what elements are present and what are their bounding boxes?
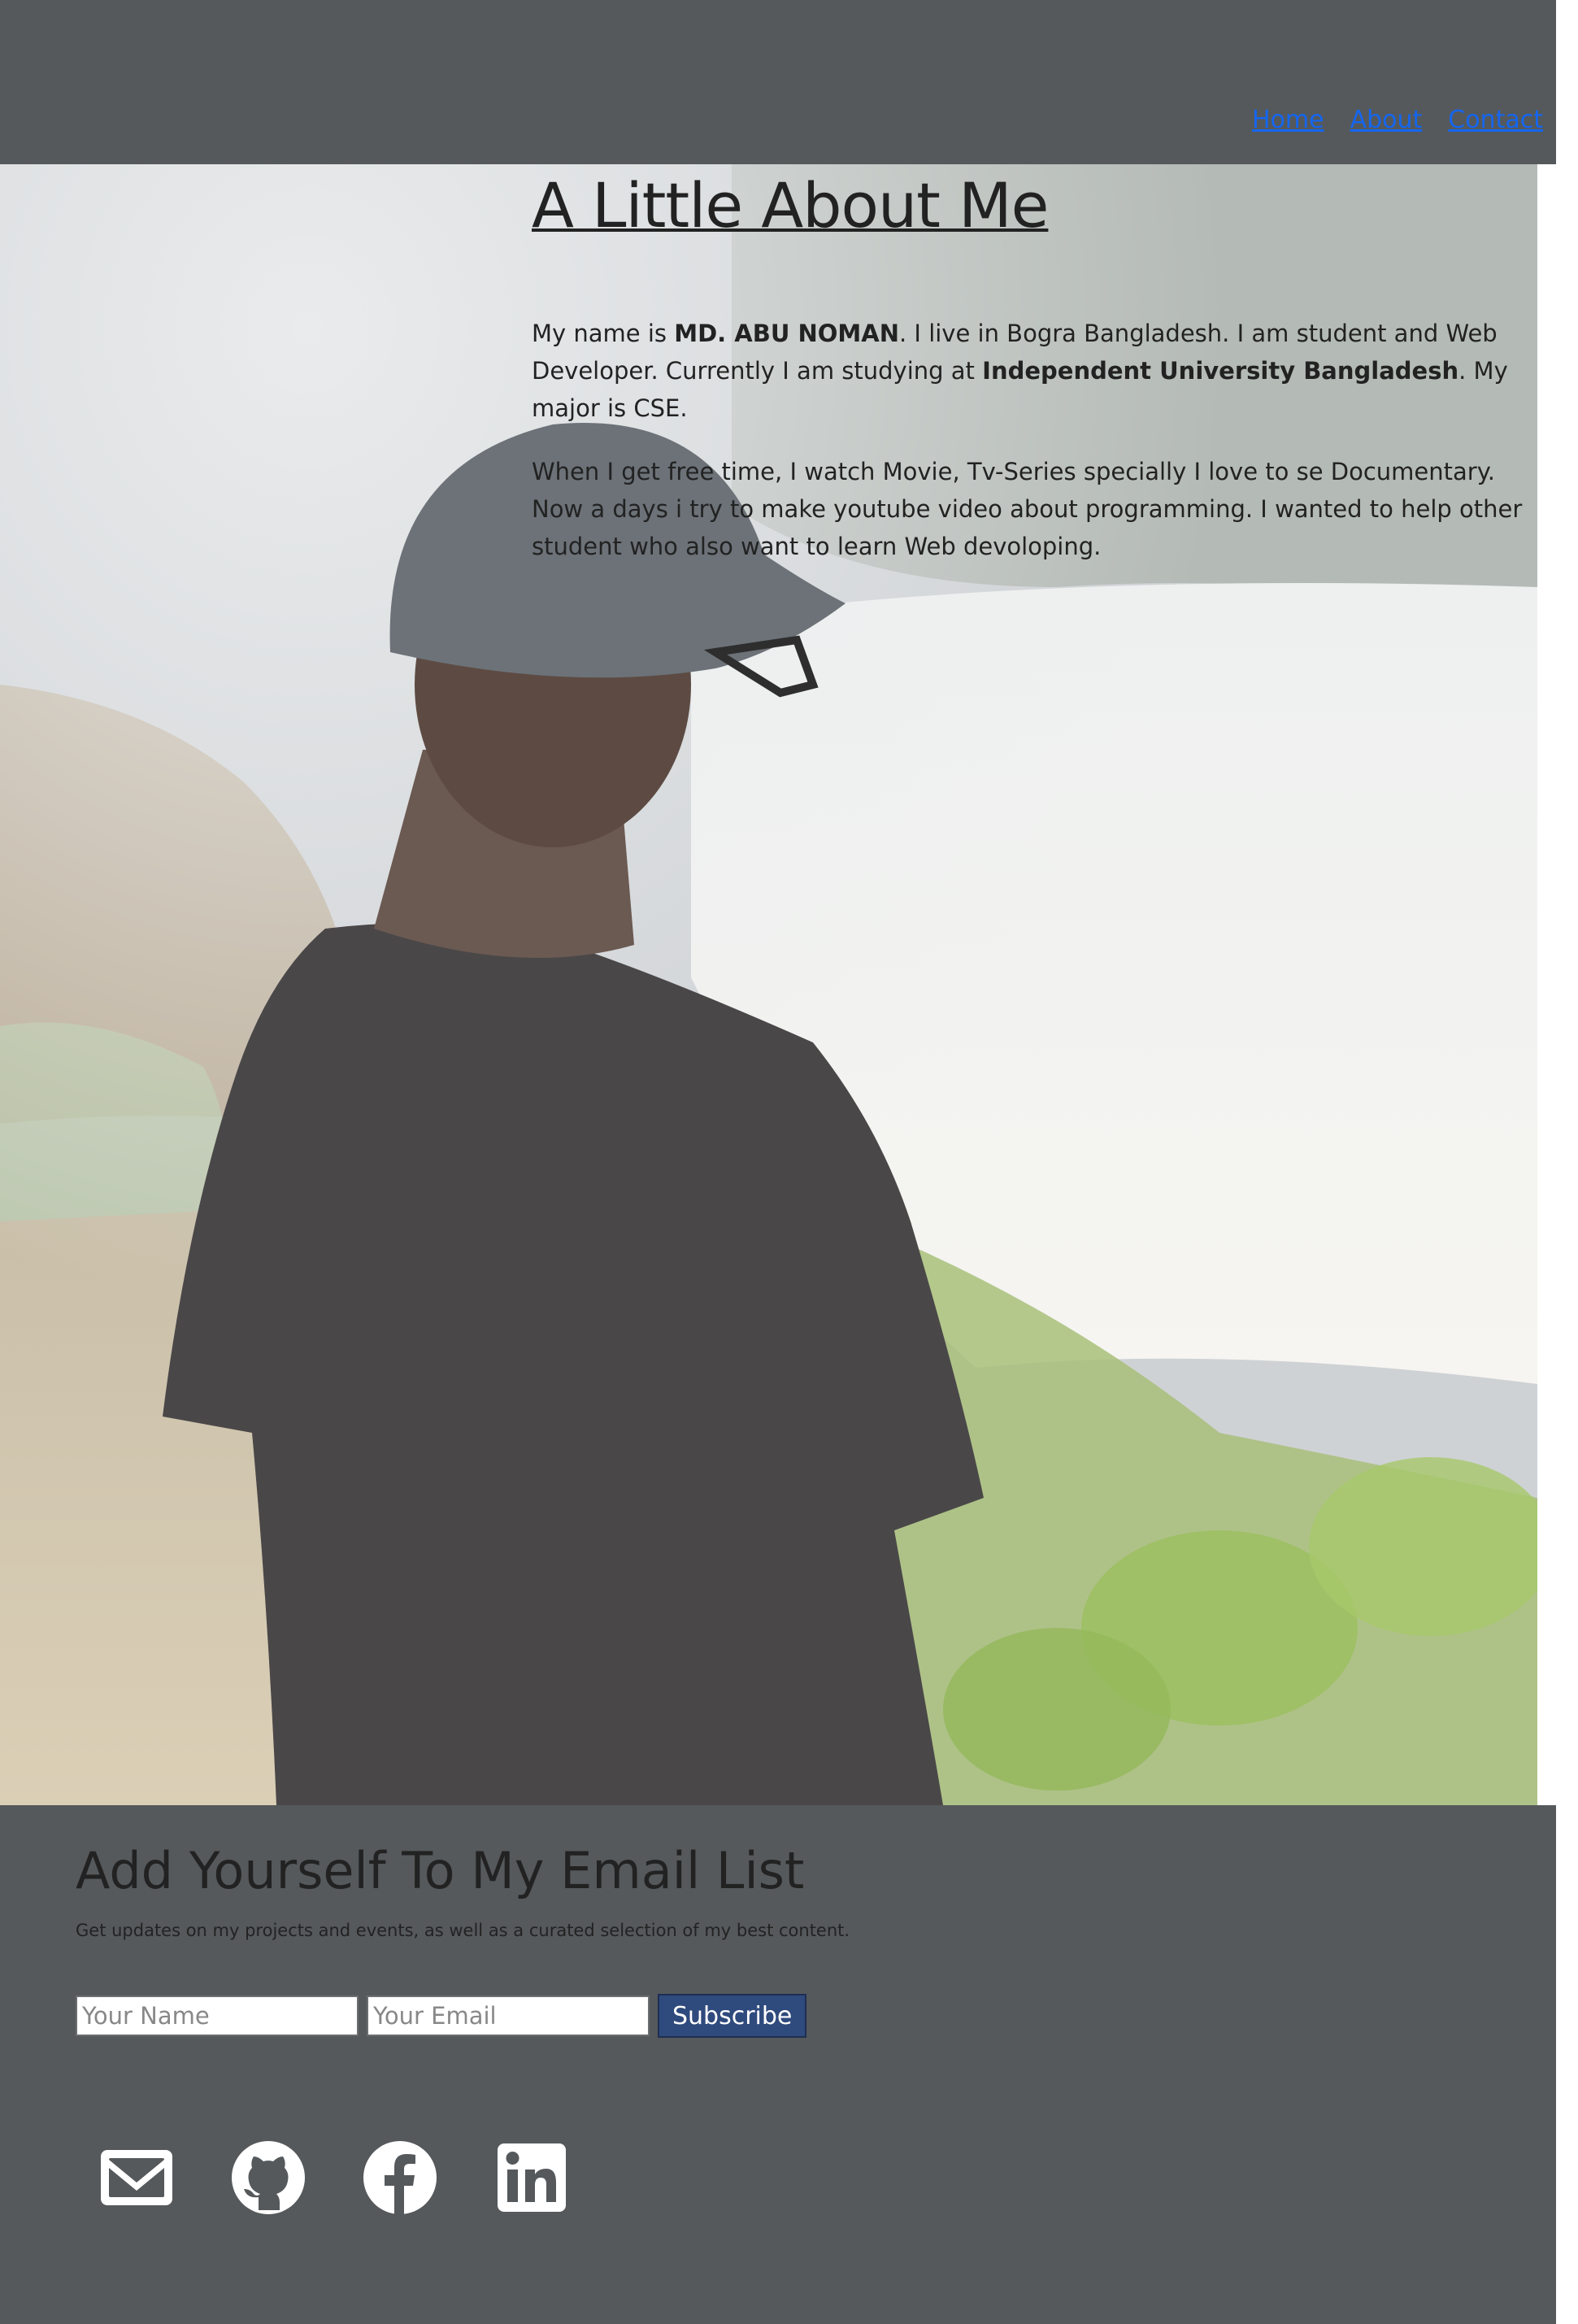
- name-input[interactable]: [76, 1995, 359, 2036]
- about-content: [532, 164, 1537, 565]
- intro-text-b: . I live in Bogra Bangladesh. I am student and Web Developer. Currently I am studying at: [532, 320, 1498, 385]
- nav-about-link[interactable]: About: [1350, 106, 1423, 134]
- nav-home-link[interactable]: Home: [1251, 106, 1324, 134]
- intro-text-a: My name is: [532, 320, 675, 347]
- about-hero-section: [0, 164, 1537, 1805]
- subscribe-button[interactable]: Subscribe: [658, 1994, 806, 2038]
- envelope-icon[interactable]: [98, 2139, 176, 2217]
- newsletter-subtitle: Get updates on my projects and events, as well as a curated selection of my best content.: [76, 1921, 850, 1940]
- subscribe-form: [76, 1994, 806, 2038]
- newsletter-title: Add Yourself To My Email List: [76, 1841, 805, 1900]
- about-title: A Little About Me: [532, 169, 1049, 242]
- intro-text-c: . My major is CSE.: [532, 357, 1508, 422]
- about-paragraph-intro: [532, 315, 1537, 427]
- linkedin-icon[interactable]: [493, 2139, 571, 2217]
- social-links: [98, 2139, 571, 2217]
- about-paragraph-hobbies: When I get free time, I watch Movie, Tv-Series specially I love to se Documentary. Now a days i try to make youtube video about programming. I wanted to help other student who also want to learn Web devoloping.: [532, 458, 1523, 560]
- newsletter-footer: [0, 1805, 1556, 2324]
- github-icon[interactable]: [229, 2139, 307, 2217]
- top-navbar: [0, 0, 1556, 164]
- email-input[interactable]: [367, 1995, 650, 2036]
- main-nav: [1252, 106, 1543, 134]
- nav-contact-link[interactable]: Contact: [1448, 106, 1543, 134]
- author-name: MD. ABU NOMAN: [674, 320, 899, 347]
- university-name: Independent University Bangladesh: [982, 357, 1459, 385]
- facebook-icon[interactable]: [361, 2139, 439, 2217]
